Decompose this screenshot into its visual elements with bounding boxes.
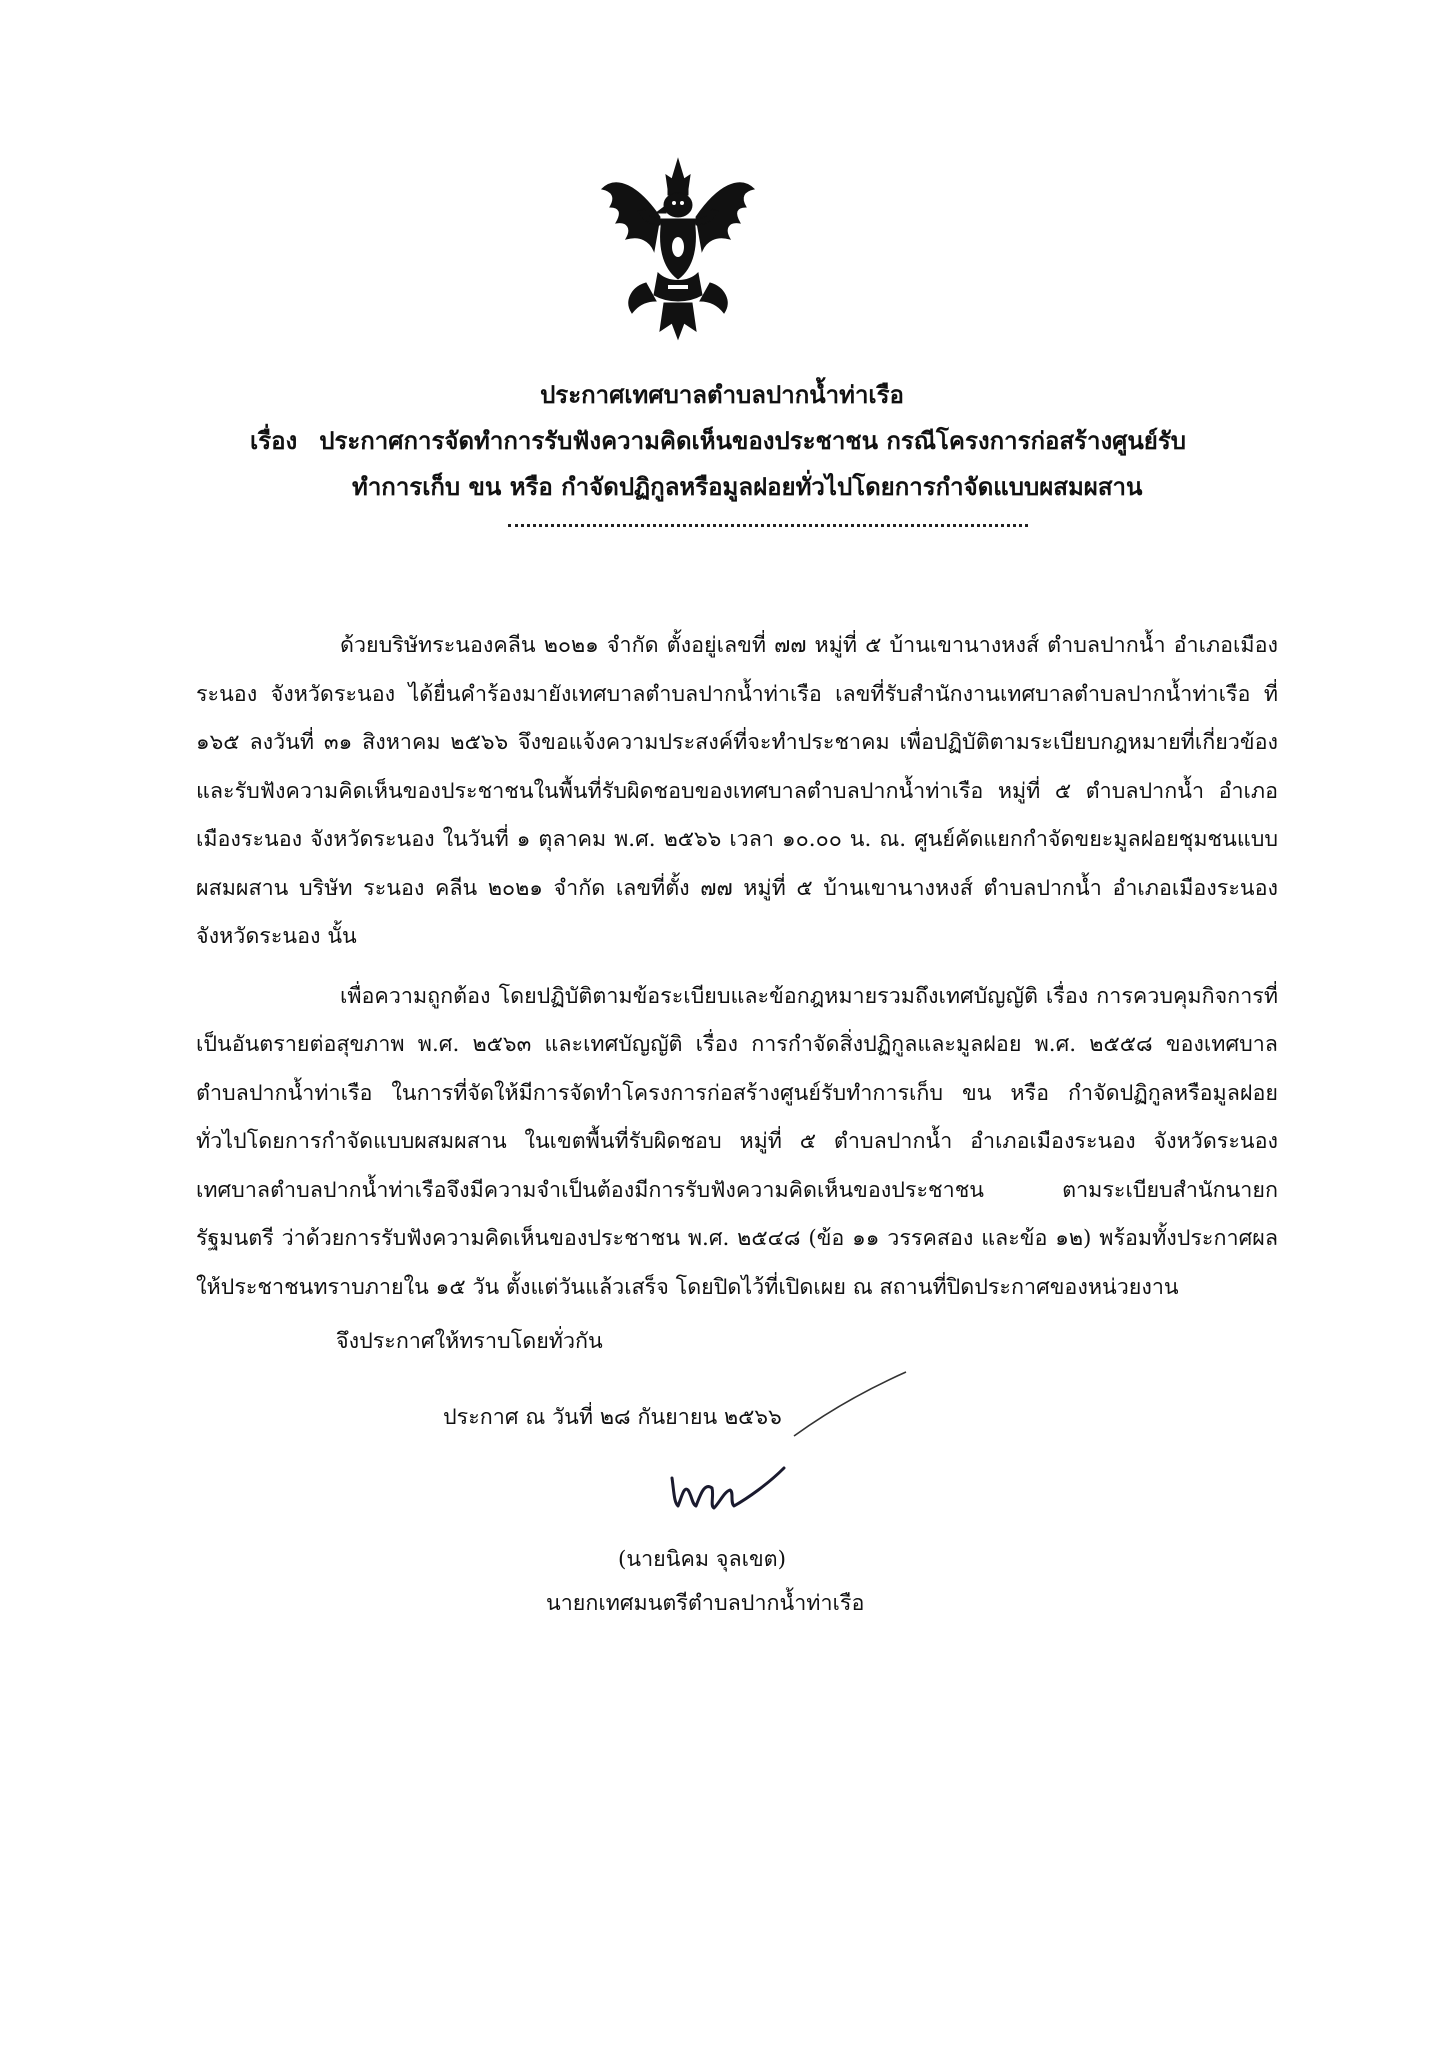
announcement-body <box>196 622 1278 1323</box>
signatory-position: นายกเทศมนตรีตำบลปากน้ำท่าเรือ <box>546 1591 865 1616</box>
handwritten-signature-icon <box>668 1462 788 1522</box>
subject-label: เรื่อง <box>250 426 298 455</box>
subject-line-1 <box>0 418 1444 464</box>
announcement-date: ประกาศ ณ วันที่ ๒๘ กันยายน ๒๕๖๖ <box>443 1405 782 1430</box>
announcement-header <box>0 372 1444 510</box>
body-paragraph-1: ด้วยบริษัทระนองคลีน ๒๐๒๑ จำกัด ตั้งอยู่เลขที่ ๗๗ หมู่ที่ ๕ บ้านเขานางหงส์ ตำบลปากน้ำ อำเภอเมืองระนอง จังหวัดระนอง ได้ยื่นคำร้องมายังเทศบาลตำบลปากน้ำท่าเรือ เลขที่รับสำนักงานเทศบาลตำบลปากน้ำท่าเรือ ที่ ๑๖๕ ลงวันที่ ๓๑ สิงหาคม ๒๕๖๖ จึงขอแจ้งความประสงค์ที่จะทำประชาคม เพื่อปฏิบัติตามระเบียบกฎหมายที่เกี่ยวข้อง และรับฟังความคิดเห็นของประชาชนในพื้นที่รับผิดชอบของเทศบาลตำบลปากน้ำท่าเรือ หมู่ที่ ๕ ตำบลปากน้ำ อำเภอเมืองระนอง จังหวัดระนอง ในวันที่ ๑ ตุลาคม พ.ศ. ๒๕๖๖ เวลา ๑๐.๐๐ น. ณ. ศูนย์คัดแยกกำจัดขยะมูลฝอยชุมชนแบบผสมผสาน บริษัท ระนอง คลีน ๒๐๒๑ จำกัด เลขที่ตั้ง ๗๗ หมู่ที่ ๕ บ้านเขานางหงส์ ตำบลปากน้ำ อำเภอเมืองระนอง จังหวัดระนอง นั้น <box>196 633 1278 949</box>
body-paragraph-2: เพื่อความถูกต้อง โดยปฏิบัติตามข้อระเบียบและข้อกฎหมายรวมถึงเทศบัญญัติ เรื่อง การควบคุมกิจการที่เป็นอันตรายต่อสุขภาพ พ.ศ. ๒๕๖๓ และเทศบัญญัติ เรื่อง การกำจัดสิ่งปฏิกูลและมูลฝอย พ.ศ. ๒๕๕๘ ของเทศบาลตำบลปากน้ำท่าเรือ ในการที่จัดให้มีการจัดทำโครงการก่อสร้างศูนย์รับทำการเก็บ ขน หรือ กำจัดปฏิกูลหรือมูลฝอยทั่วไปโดยการกำจัดแบบผสมผสาน ในเขตพื้นที่รับผิดชอบ หมู่ที่ ๕ ตำบลปากน้ำ อำเภอเมืองระนอง จังหวัดระนอง เทศบาลตำบลปากน้ำท่าเรือจึงมีความจำเป็นต้องมีการรับฟังความคิดเห็นของประชาชน ตามระเบียบสำนักนายกรัฐมนตรี ว่าด้วยการรับฟังความคิดเห็นของประชาชน พ.ศ. ๒๕๔๘ (ข้อ ๑๑ วรรคสอง และข้อ ๑๒) พร้อมทั้งประกาศผลให้ประชาชนทราบภายใน ๑๕ วัน ตั้งแต่วันแล้วเสร็จ โดยปิดไว้ที่เปิดเผย ณ สถานที่ปิดประกาศของหน่วยงาน <box>196 983 1278 1300</box>
subject-line-2: ทำการเก็บ ขน หรือ กำจัดปฏิกูลหรือมูลฝอยทั่วไปโดยการกำจัดแบบผสมผสาน <box>352 472 1143 501</box>
header-dotted-divider <box>508 524 1028 527</box>
closing-statement: จึงประกาศให้ทราบโดยทั่วกัน <box>336 1329 603 1354</box>
garuda-emblem-icon <box>598 155 758 345</box>
signatory-name: (นายนิคม จุลเขต) <box>618 1547 787 1572</box>
subject-text-1: ประกาศการจัดทำการรับฟังความคิดเห็นของประชาชน กรณีโครงการก่อสร้างศูนย์รับ <box>319 426 1186 455</box>
pen-stroke-icon <box>790 1370 910 1440</box>
announcement-title: ประกาศเทศบาลตำบลปากน้ำท่าเรือ <box>540 380 904 409</box>
